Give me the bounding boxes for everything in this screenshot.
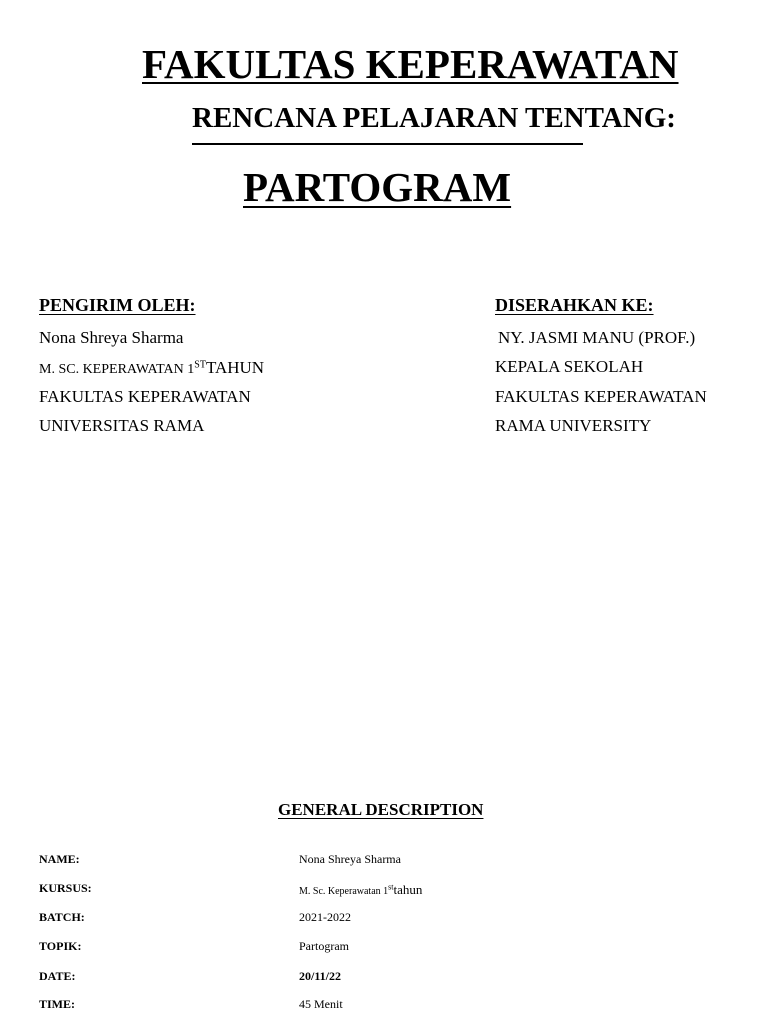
kursus-value (299, 882, 422, 898)
sender-name: Nona Shreya Sharma (39, 328, 184, 347)
general-description-heading: GENERAL DESCRIPTION (278, 800, 484, 819)
lesson-plan-subtitle: RENCANA PELAJARAN TENTANG: (192, 102, 676, 134)
subtitle-underline (192, 143, 583, 145)
name-label: NAME: (39, 852, 80, 866)
kursus-label: KURSUS: (39, 881, 92, 895)
time-label: TIME: (39, 997, 75, 1011)
batch-value: 2021-2022 (299, 910, 351, 924)
faculty-title: FAKULTAS KEPERAWATAN (142, 41, 679, 87)
sender-course (39, 358, 264, 378)
sender-course-prefix: M. SC. KEPERAWATAN 1 (39, 362, 195, 377)
batch-label: BATCH: (39, 910, 85, 924)
kursus-value-prefix: M. Sc. Keperawatan 1 (299, 886, 389, 897)
sender-faculty: FAKULTAS KEPERAWATAN (39, 387, 251, 406)
date-value: 20/11/22 (299, 969, 342, 983)
topik-label: TOPIK: (39, 939, 82, 953)
recipient-name: NY. JASMI MANU (PROF.) (498, 328, 696, 347)
date-label: DATE: (39, 969, 76, 983)
name-value: Nona Shreya Sharma (299, 852, 401, 866)
recipient-faculty: FAKULTAS KEPERAWATAN (495, 387, 707, 406)
kursus-value-suffix: tahun (393, 882, 423, 897)
topik-value: Partogram (299, 939, 349, 953)
sender-university: UNIVERSITAS RAMA (39, 416, 205, 435)
recipient-role: KEPALA SEKOLAH (495, 357, 644, 376)
sender-course-sup: ST (194, 359, 206, 371)
kursus-value-sup: st (388, 882, 394, 892)
time-value: 45 Menit (299, 997, 343, 1011)
sender-heading: PENGIRIM OLEH: (39, 295, 196, 315)
sender-course-suffix: TAHUN (205, 358, 265, 377)
recipient-heading: DISERAHKAN KE: (495, 295, 654, 315)
recipient-university: RAMA UNIVERSITY (495, 416, 652, 435)
topic-title: PARTOGRAM (243, 164, 512, 210)
